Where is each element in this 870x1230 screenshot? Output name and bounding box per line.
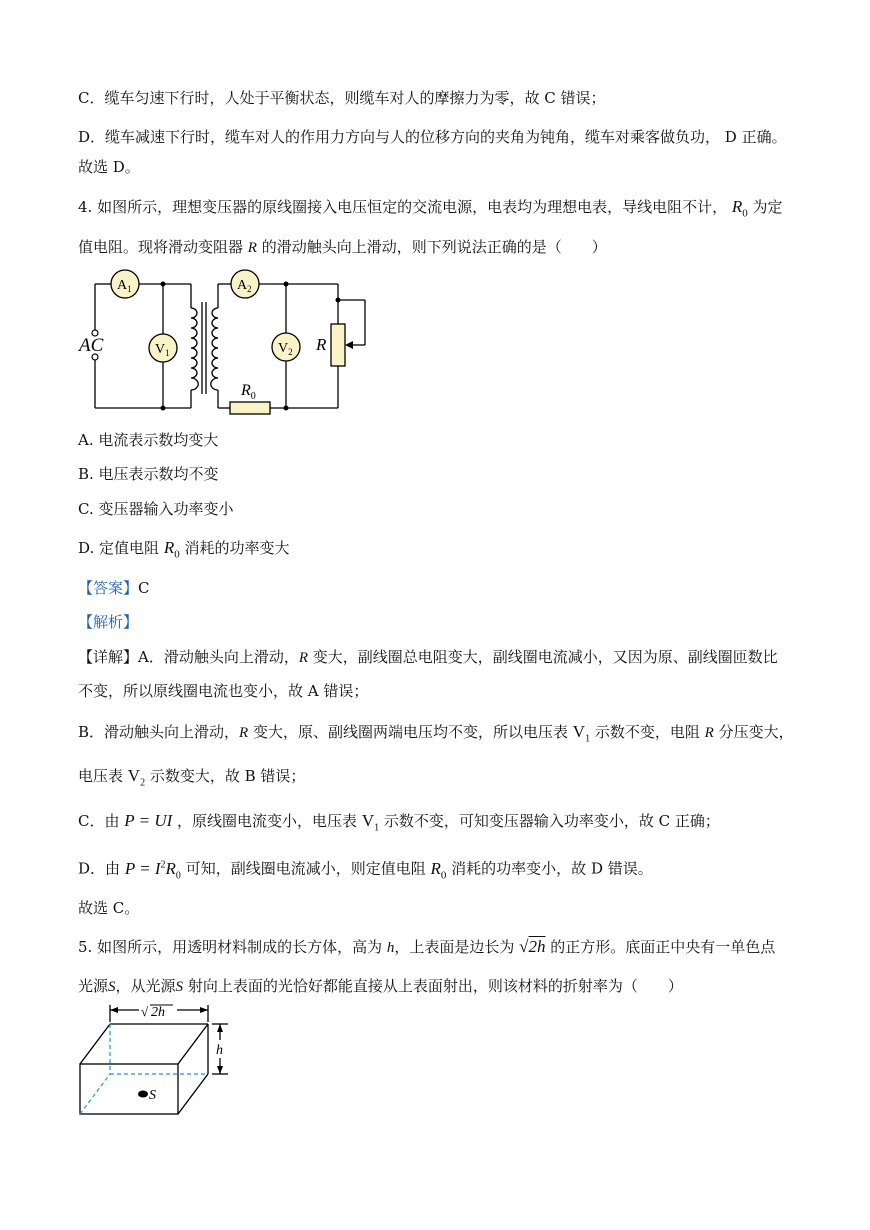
sqrt2h-expression: √2h [519,937,546,956]
r0-symbol: $R_0$ [731,197,748,220]
detail-d-line: D．由 $P = I^2R_0$ 可知，副线圈电流减小，则定值电阻 $R_0$ 消耗的功率变小，故 D 错误。 [78,858,653,882]
transformer-circuit-diagram [75,262,375,422]
rheostat-r-label: R [316,335,327,354]
ammeter-a2-label: $A_2$ [237,278,252,294]
analysis-tag: 【解析】 [78,613,139,631]
voltmeter-v1-label: $V_1$ [155,342,170,358]
light-source-label: S [149,1088,156,1103]
option-c-previous: C．缆车匀速下行时，人处于平衡状态，则缆车对人的摩擦力为零，故 C 错误； [78,89,606,107]
detail-line2: 不变，所以原线圈电流也变小，故 A 错误； [78,682,369,700]
question-4-line1: 4. 如图所示，理想变压器的原线圈接入电压恒定的交流电源，电表均为理想电表，导线电阻不计， $R_0$ 为定 [78,197,783,220]
question-5-line2: 光源S，从光源S 射向上表面的光恰好都能直接从上表面射出，则该材料的折射率为（ ） [78,977,683,995]
choose-d: 故选 D。 [78,158,140,176]
question-4-line2: 值电阻。现将滑动变阻器 R 的滑动触头向上滑动，则下列说法正确的是（ ） [78,238,607,256]
ac-source-label: AC [79,335,104,356]
light-source-dot [138,1091,148,1098]
answer-tag: 【答案】 [78,579,139,597]
svg-text:√: √ [141,1004,149,1019]
option-d: D. 定值电阻 $R_0$ 消耗的功率变大 [78,538,290,561]
resistor-r0-label: $R_0$ [241,382,256,402]
detail-b-line1: B．滑动触头向上滑动，R 变大，原、副线圈两端电压均不变，所以电压表 $V_1$ 示数不变，电阻 R 分压变大， [78,722,794,745]
voltmeter-v2-label: $V_2$ [278,341,293,357]
option-d-previous: D．缆车减速下行时，缆车对人的作用力方向与人的位移方向的夹角为钝角，缆车对乘客做负功， D 正确。 [78,128,787,146]
choose-c: 故选 C。 [78,899,140,917]
option-c: C. 变压器输入功率变小 [78,500,234,518]
height-label: h [216,1043,223,1058]
answer-line: 【答案】C [78,579,150,597]
ammeter-a1-label: $A_1$ [117,278,132,294]
option-a: A. 电流表示数均变大 [78,431,219,449]
detail-c-line: C．由 P = UI ，原线圈电流变小，电压表 $V_1$ 示数不变，可知变压器输入功率变小，故 C 正确； [78,811,720,834]
option-b: B. 电压表示数均不变 [78,465,219,483]
question-5-line1: 5. 如图所示，用透明材料制成的长方体，高为 h，上表面是边长为 √2h 的正方形。底面正中央有一单色点 [78,937,776,956]
detail-line1: 【详解】A．滑动触头向上滑动，R 变大，副线圈总电阻变大，副线圈电流减小，又因为原、副线圈匝数比 [78,648,778,666]
cuboid-diagram [75,1002,245,1122]
detail-b-line2: 电压表 $V_2$ 示数变大，故 B 错误； [78,766,306,789]
top-width-label: 2h [151,1005,165,1020]
